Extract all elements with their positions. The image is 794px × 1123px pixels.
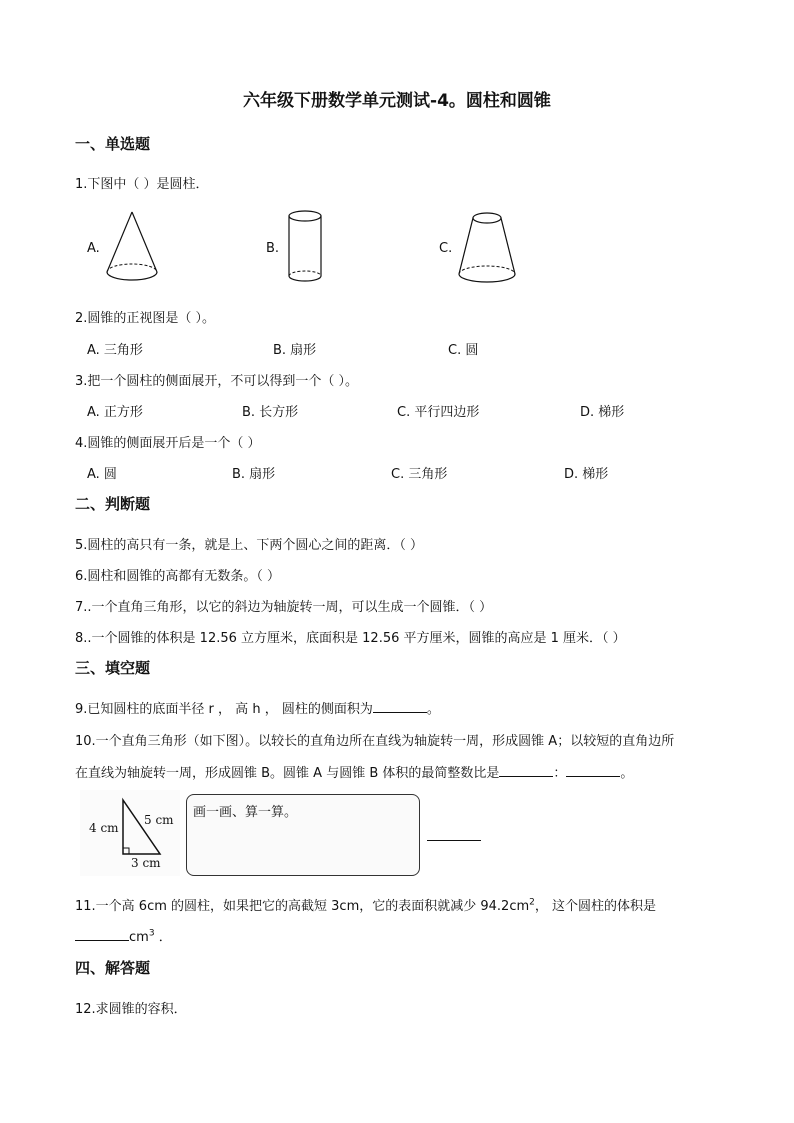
- question-2-text: 2.圆锥的正视图是（ ）。: [75, 311, 216, 326]
- q4-option-b: B. 扇形: [232, 467, 276, 482]
- q3-option-a: A. 正方形: [87, 405, 143, 420]
- q11-cubed: 3: [148, 928, 155, 939]
- section-heading-solve: 四、解答题: [75, 959, 151, 977]
- q11-answer-blank[interactable]: [75, 928, 129, 941]
- page-title: 六年级下册数学单元测试-4。圆柱和圆锥: [243, 91, 551, 111]
- q10-colon: ：: [553, 766, 567, 781]
- q9-mid2: ， 圆柱的侧面积为: [264, 702, 373, 717]
- section-heading-single-choice: 一、单选题: [75, 135, 151, 153]
- question-12-text: 12.求圆锥的容积．: [75, 1002, 187, 1017]
- q11-end: ．: [158, 930, 172, 945]
- q10-line2-text: 在直线为轴旋转一周，形成圆锥 B。圆锥 A 与圆锥 B 体积的最简整数比是: [75, 766, 500, 781]
- triangle-side-a-label: 4 cm: [89, 821, 119, 835]
- q2-option-b: B. 扇形: [273, 343, 317, 358]
- q4-option-c: C. 三角形: [391, 467, 448, 482]
- q9-r: r: [208, 702, 214, 717]
- q1-option-c: C.: [439, 241, 453, 256]
- q10-side-blank[interactable]: [427, 840, 481, 841]
- q10-end: 。: [620, 766, 634, 781]
- draw-calc-box[interactable]: [186, 794, 420, 876]
- q9-mid1: ， 高: [218, 702, 249, 717]
- question-10-line2: [75, 762, 633, 781]
- q11-unit: cm: [129, 930, 149, 945]
- q4-option-d: D. 梯形: [564, 467, 609, 482]
- question-3-text: 3.把一个圆柱的侧面展开，不可以得到一个（ ）。: [75, 374, 359, 389]
- question-8-text: 8..一个圆锥的体积是 12.56 立方厘米，底面积是 12.56 平方厘米，圆锥的高应是 1 厘米．（ ）: [75, 631, 626, 646]
- question-11-line2: [75, 926, 172, 945]
- q9-end: 。: [426, 702, 440, 717]
- question-6-text: 6.圆柱和圆锥的高都有无数条。（ ）: [75, 569, 281, 584]
- q4-option-a: A. 圆: [87, 467, 117, 482]
- q2-option-a: A. 三角形: [87, 343, 143, 358]
- q10-answer-blank-a[interactable]: [499, 764, 553, 777]
- cylinder-icon: [285, 208, 325, 286]
- q9-h: h: [252, 702, 261, 717]
- triangle-side-b-label: 3 cm: [131, 856, 161, 870]
- q9-pre: 9.已知圆柱的底面半径: [75, 702, 205, 717]
- q3-option-d: D. 梯形: [580, 405, 625, 420]
- triangle-hypotenuse-label: 5 cm: [144, 813, 174, 827]
- question-4-text: 4.圆锥的侧面展开后是一个（ ）: [75, 436, 261, 451]
- frustum-icon: [455, 208, 519, 286]
- q3-option-b: B. 长方形: [242, 405, 299, 420]
- question-11-line1: [75, 895, 656, 914]
- q1-option-a: A.: [87, 241, 100, 256]
- section-heading-true-false: 二、判断题: [75, 495, 151, 513]
- q10-answer-blank-b[interactable]: [566, 764, 620, 777]
- question-9-text: [75, 698, 440, 717]
- question-5-text: 5.圆柱的高只有一条，就是上、下两个圆心之间的距离．（ ）: [75, 538, 424, 553]
- question-10-line1: 10.一个直角三角形（如下图）。以较长的直角边所在直线为轴旋转一周，形成圆锥 A；以较短的直角边所: [75, 734, 675, 749]
- q11-squared: 2: [529, 897, 535, 908]
- q2-option-c: C. 圆: [448, 343, 479, 358]
- draw-calc-box-label: 画一画、算一算。: [193, 805, 298, 820]
- section-heading-fill-in: 三、填空题: [75, 659, 151, 677]
- triangle-figure: [80, 790, 180, 876]
- question-7-text: 7..一个直角三角形，以它的斜边为轴旋转一周，可以生成一个圆锥．（ ）: [75, 600, 493, 615]
- q11-line1-post: ， 这个圆柱的体积是: [534, 899, 656, 914]
- q3-option-c: C. 平行四边形: [397, 405, 480, 420]
- q1-option-b: B.: [266, 241, 280, 256]
- question-1-text: 1.下图中（ ）是圆柱．: [75, 177, 209, 192]
- q9-answer-blank[interactable]: [373, 700, 427, 713]
- q11-line1-text: 11.一个高 6cm 的圆柱，如果把它的高截短 3cm，它的表面积就减少 94.2cm: [75, 899, 530, 914]
- cone-icon: [104, 210, 160, 286]
